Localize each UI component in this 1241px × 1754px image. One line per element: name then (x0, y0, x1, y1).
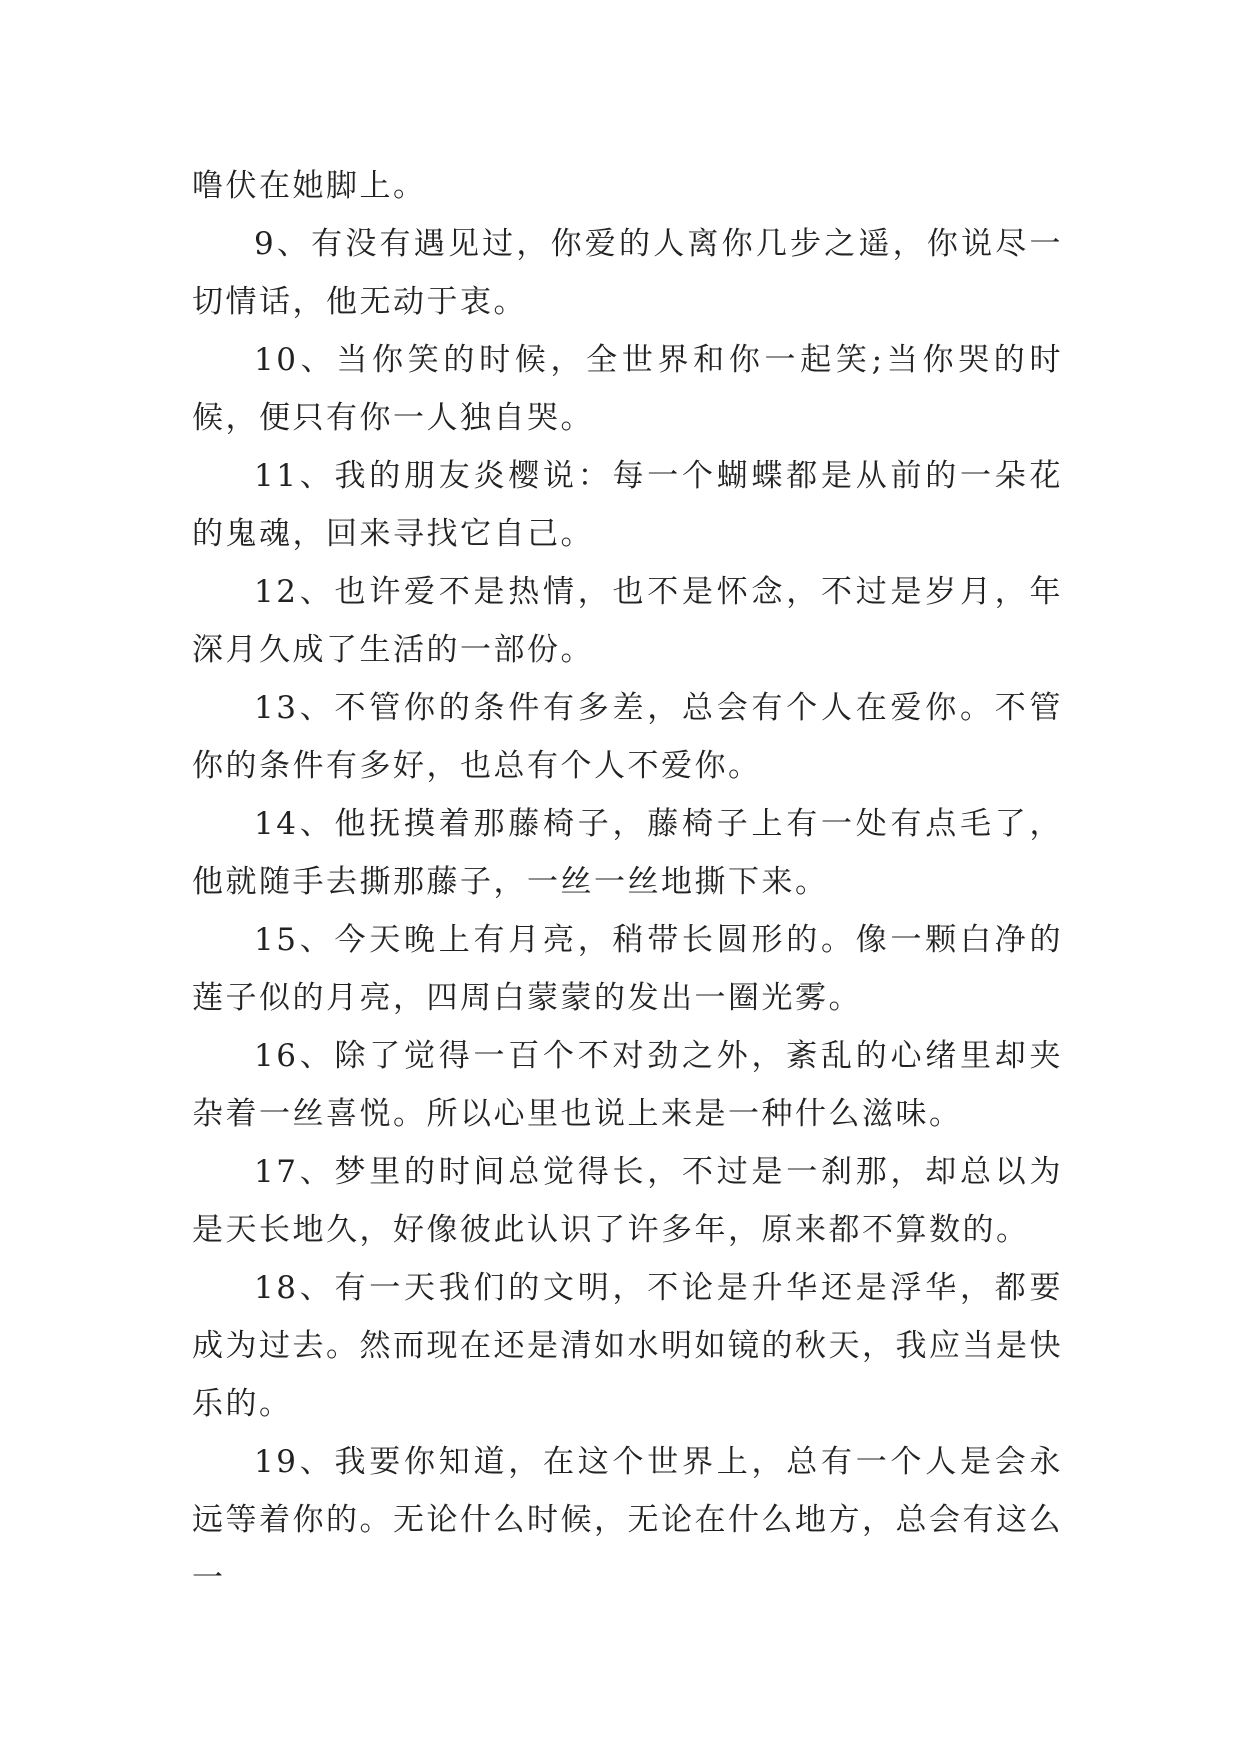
paragraph-item-13: 13、不管你的条件有多差，总会有个人在爱你。不管你的条件有多好，也总有个人不爱你。 (192, 690, 1063, 784)
document-body (192, 157, 1063, 1607)
paragraph-item-12: 12、也许爱不是热情，也不是怀念，不过是岁月，年深月久成了生活的一部份。 (192, 574, 1063, 668)
paragraph-item-14: 14、他抚摸着那藤椅子，藤椅子上有一处有点毛了，他就随手去撕那藤子，一丝一丝地撕下来。 (192, 806, 1063, 900)
paragraph-item-11: 11、我的朋友炎樱说：每一个蝴蝶都是从前的一朵花的鬼魂，回来寻找它自己。 (192, 458, 1063, 552)
paragraph-item-10: 10、当你笑的时候，全世界和你一起笑;当你哭的时候，便只有你一人独自哭。 (192, 342, 1063, 436)
paragraph-continuation: 噜伏在她脚上。 (192, 168, 427, 204)
paragraph-item-15: 15、今天晚上有月亮，稍带长圆形的。像一颗白净的莲子似的月亮，四周白蒙蒙的发出一圈光雾。 (192, 922, 1063, 1016)
paragraph-item-17: 17、梦里的时间总觉得长，不过是一刹那，却总以为是天长地久，好像彼此认识了许多年，原来都不算数的。 (192, 1154, 1063, 1248)
paragraph-item-16: 16、除了觉得一百个不对劲之外，紊乱的心绪里却夹杂着一丝喜悦。所以心里也说上来是一种什么滋味。 (192, 1038, 1063, 1132)
paragraph-item-9: 9、有没有遇见过，你爱的人离你几步之遥，你说尽一切情话，他无动于衷。 (192, 226, 1063, 320)
paragraph-item-18: 18、有一天我们的文明，不论是升华还是浮华，都要成为过去。然而现在还是清如水明如镜的秋天，我应当是快乐的。 (192, 1270, 1063, 1422)
paragraph-item-19: 19、我要你知道，在这个世界上，总有一个人是会永远等着你的。无论什么时候，无论在什么地方，总会有这么一 (192, 1444, 1063, 1596)
